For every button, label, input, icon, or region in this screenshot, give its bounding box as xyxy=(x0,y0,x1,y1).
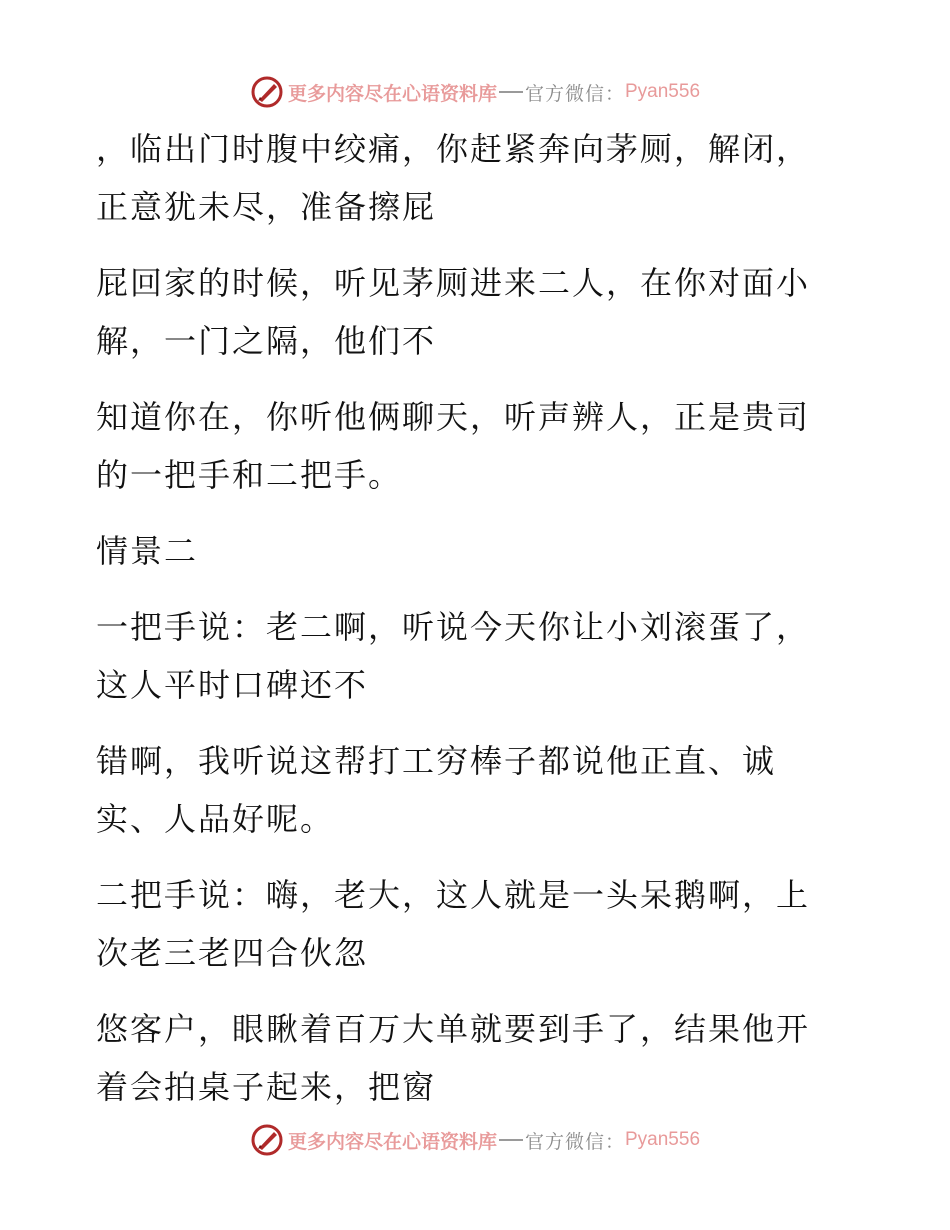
paragraph-3: 知道你在，你听他俩聊天，听声辨人，正是贵司的一把手和二把手。 xyxy=(96,398,811,494)
header-watermark xyxy=(0,72,950,112)
paragraph-4: 一把手说：老二啊，听说今天你让小刘滚蛋了，这人平时口碑还不 xyxy=(96,608,811,704)
paragraph-2: 屁回家的时候，听见茅厕进来二人，在你对面小解，一门之隔，他们不 xyxy=(96,264,811,360)
watermark-dash xyxy=(499,91,523,93)
paragraph-1: ，临出门时腹中绞痛，你赶紧奔向茅厕，解闭，正意犹未尽，准备擦屁 xyxy=(96,130,811,226)
footer-watermark xyxy=(0,1120,950,1160)
watermark-site-text: 更多内容尽在心语资料库 xyxy=(287,1130,497,1153)
watermark-wechat-label: 官方微信： xyxy=(524,1130,625,1153)
watermark-wechat-label: 官方微信： xyxy=(524,82,625,105)
watermark-dash xyxy=(499,1139,523,1141)
document-body xyxy=(96,120,836,1134)
watermark-wechat-id: Pyan556 xyxy=(625,1129,701,1150)
quill-pen-logo-icon xyxy=(250,1123,284,1157)
watermark-wechat-id: Pyan556 xyxy=(625,81,701,102)
section-heading: 情景二 xyxy=(96,532,199,570)
watermark-site-text: 更多内容尽在心语资料库 xyxy=(287,82,497,105)
paragraph-6: 二把手说：嗨，老大，这人就是一头呆鹅啊，上次老三老四合伙忽 xyxy=(96,876,811,972)
quill-pen-logo-icon xyxy=(250,75,284,109)
paragraph-5: 错啊，我听说这帮打工穷棒子都说他正直、诚实、人品好呢。 xyxy=(96,742,777,838)
paragraph-7: 悠客户，眼瞅着百万大单就要到手了，结果他开着会拍桌子起来，把窗 xyxy=(96,1010,811,1106)
